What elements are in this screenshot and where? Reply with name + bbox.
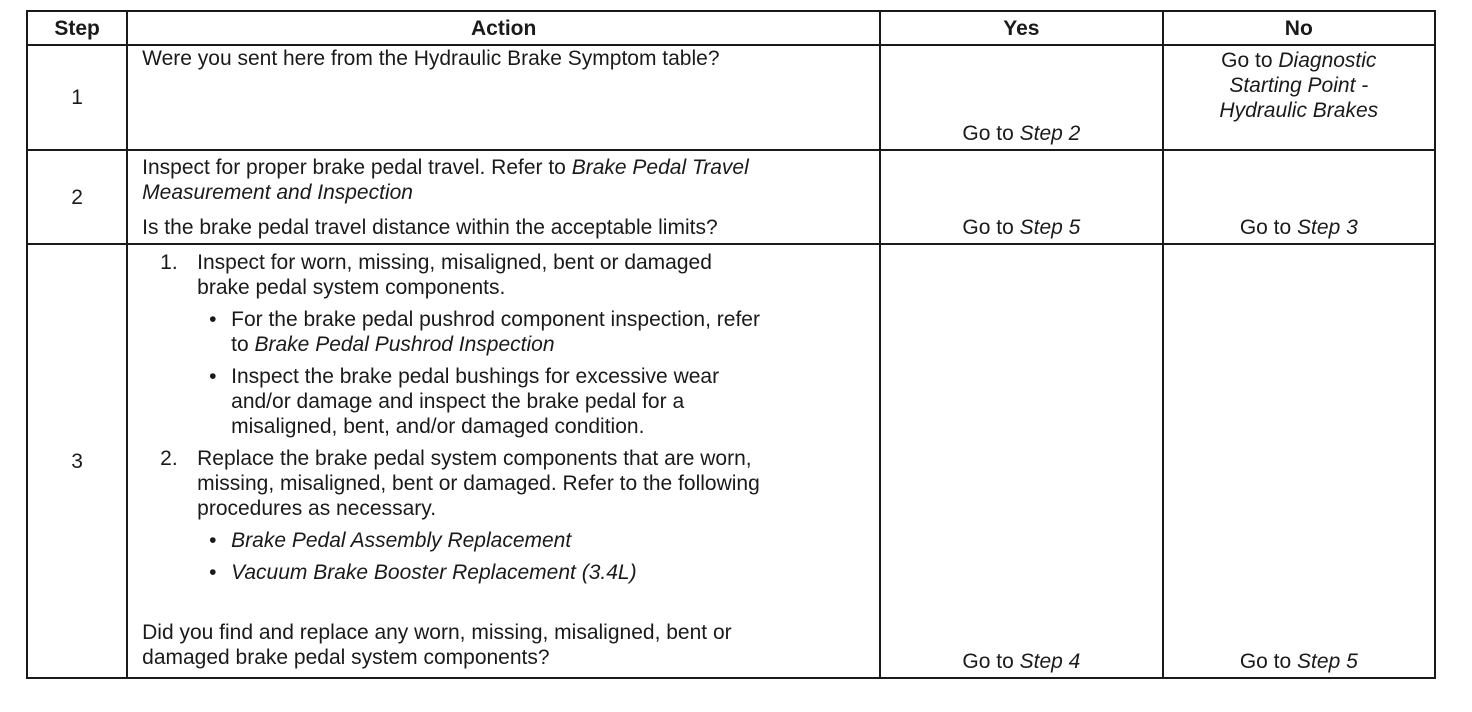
no-cell [1163, 150, 1435, 244]
yes-cell [880, 150, 1162, 244]
question-text: Is the brake pedal travel distance within the acceptable limits? [142, 216, 718, 239]
procedure-item-2 [160, 446, 879, 585]
item-text: missing, misaligned, bent or damaged. Refer to the following [197, 472, 760, 495]
no-cell [1163, 45, 1435, 150]
table-row [27, 150, 1435, 244]
instruction-text-main: Inspect for proper brake pedal travel. Refer to [142, 156, 566, 179]
bullet-list [197, 528, 879, 585]
action-cell [127, 150, 880, 244]
no-prefix: Go to [1221, 49, 1273, 72]
bullet-icon: • [209, 365, 217, 388]
question-text: Were you sent here from the Hydraulic Brake Symptom table? [142, 47, 720, 70]
ref-link-2[interactable]: Measurement and Inspection [142, 181, 413, 204]
ref-link[interactable]: Vacuum Brake Booster Replacement (3.4L) [231, 561, 637, 584]
header-row [27, 11, 1435, 45]
yes-prefix: Go to [962, 216, 1014, 239]
item-text: procedures as necessary. [197, 497, 437, 520]
bullet-item [197, 364, 879, 439]
bullet-text: and/or damage and inspect the brake pedal for a [231, 390, 685, 413]
yes-cell [880, 45, 1162, 150]
bullet-list [197, 307, 879, 439]
no-step-link[interactable]: Step 5 [1297, 650, 1358, 673]
item-number: 2. [160, 447, 178, 470]
bullet-text: misaligned, bent, and/or damaged condition. [231, 415, 645, 438]
bullet-icon: • [209, 308, 217, 331]
header-action: Action [127, 11, 880, 45]
bullet-icon: • [209, 561, 217, 584]
no-ref-link-2[interactable]: Starting Point - [1229, 74, 1369, 97]
no-cell [1163, 244, 1435, 678]
question-line: damaged brake pedal system components? [142, 646, 550, 669]
yes-step-link[interactable]: Step 2 [1019, 122, 1081, 145]
bullet-icon: • [209, 529, 217, 552]
ref-link[interactable]: Brake Pedal Pushrod Inspection [254, 333, 555, 356]
bullet-item [197, 528, 879, 553]
step-number: 1 [27, 45, 127, 150]
yes-cell [880, 244, 1162, 678]
step-number: 3 [27, 244, 127, 678]
bullet-item [197, 307, 879, 357]
table-row [27, 244, 1435, 678]
action-cell [127, 244, 880, 678]
bullet-item [197, 560, 879, 585]
step-number: 2 [27, 150, 127, 244]
bullet-text: For the brake pedal pushrod component inspection, refer [231, 308, 760, 331]
question-line: Did you find and replace any worn, missing, misaligned, bent or [142, 621, 732, 644]
header-no: No [1163, 11, 1435, 45]
no-ref-link-1[interactable]: Diagnostic [1278, 49, 1377, 72]
yes-step-link[interactable]: Step 4 [1019, 650, 1081, 673]
yes-step-link[interactable]: Step 5 [1019, 216, 1081, 239]
ref-link-1[interactable]: Brake Pedal Travel [571, 156, 749, 179]
table-row [27, 45, 1435, 150]
no-step-link[interactable]: Step 3 [1297, 216, 1358, 239]
bullet-text: Inspect the brake pedal bushings for excessive wear [231, 365, 720, 388]
ref-link[interactable]: Brake Pedal Assembly Replacement [231, 529, 572, 552]
no-ref-link-3[interactable]: Hydraulic Brakes [1219, 99, 1379, 122]
instruction-text [142, 155, 879, 205]
bullet-text: to [231, 333, 249, 356]
no-prefix: Go to [1239, 650, 1292, 673]
procedure-list [128, 250, 879, 585]
item-text: brake pedal system components. [197, 276, 506, 299]
diagnostic-table [26, 10, 1436, 679]
no-prefix: Go to [1239, 216, 1292, 239]
item-text: Inspect for worn, missing, misaligned, bent or damaged [197, 251, 712, 274]
header-yes: Yes [880, 11, 1162, 45]
item-number: 1. [160, 251, 178, 274]
question-text [128, 620, 879, 670]
action-cell [127, 45, 880, 150]
header-step: Step [27, 11, 127, 45]
procedure-item-1 [160, 250, 879, 439]
yes-prefix: Go to [962, 122, 1014, 145]
yes-prefix: Go to [962, 650, 1014, 673]
item-text: Replace the brake pedal system components that are worn, [197, 447, 752, 470]
